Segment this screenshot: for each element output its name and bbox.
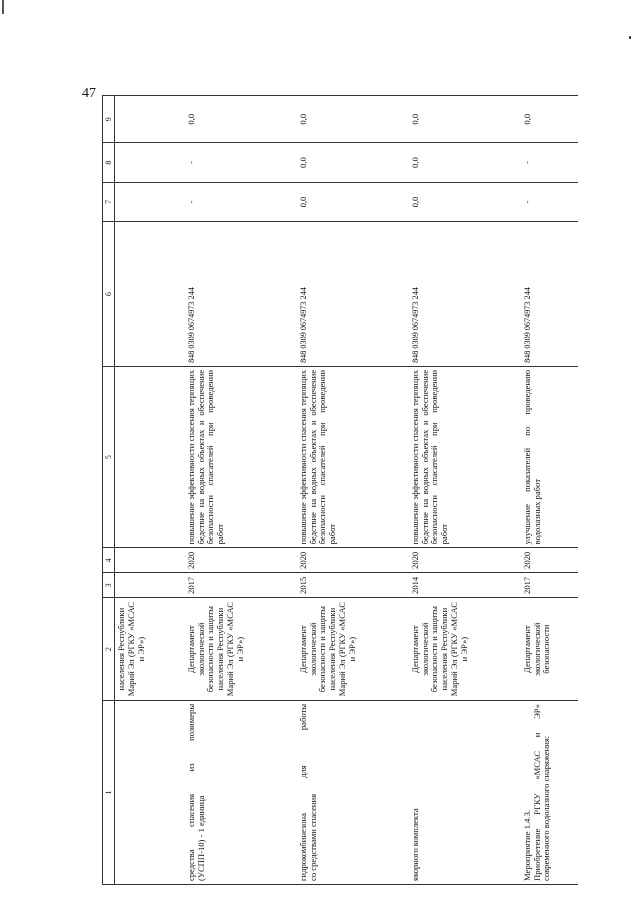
value-cell-9: 0,0 <box>297 96 409 143</box>
item-name-line: современного водолазного снаряжения: <box>541 735 552 881</box>
expected-result-cell: повышение эффективности спасения терпящих бедствие на водных объектах и обеспечение безопасности спасателей при проведении работ <box>409 366 521 547</box>
item-name-cell <box>185 700 297 884</box>
table-row-continuation <box>115 96 185 885</box>
table-row <box>185 96 297 885</box>
value-cell-8: 0,0 <box>409 143 521 182</box>
table-row <box>297 96 409 885</box>
end-year-cell: 2020 <box>409 548 521 573</box>
expected-result-cell: улучшение показателей по проведению водолазных работ <box>521 366 578 547</box>
item-name-cell <box>297 700 409 884</box>
value-cell-9: 0,0 <box>185 96 297 143</box>
start-year-cell: 2017 <box>521 573 578 598</box>
start-year-cell: 2017 <box>185 573 297 598</box>
executor-cell: Департамент экологической безопасности <box>521 598 578 701</box>
rotated-table-container <box>102 95 565 885</box>
value-cell-9: 0,0 <box>409 96 521 143</box>
header-col-9: 9 <box>103 96 115 143</box>
executor-cell: Департамент экологической безопасности и защиты населения Республики Марий Эл (РГКУ «МСАС и ЭР») <box>297 598 409 701</box>
item-name-line: якорного комплекта <box>409 808 420 881</box>
table-header <box>103 96 115 885</box>
value-cell-9: 0,0 <box>521 96 578 143</box>
end-year-cell: 2020 <box>521 548 578 573</box>
header-col-2: 2 <box>103 598 115 701</box>
item-name-line: со средствами спасения <box>307 793 318 881</box>
end-year-cell: 2020 <box>185 548 297 573</box>
item-name-cell <box>409 700 521 884</box>
executor-cell: Департамент экологической безопасности и защиты населения Республики Марий Эл (РГКУ «МСАС и ЭР») <box>409 598 521 701</box>
header-col-1: 1 <box>103 700 115 884</box>
header-col-3: 3 <box>103 573 115 598</box>
scan-speck <box>629 36 631 39</box>
value-cell-7: - <box>521 182 578 221</box>
value-cell-7: 0,0 <box>297 182 409 221</box>
header-col-7: 7 <box>103 182 115 221</box>
measure-title-line: Мероприятие 1.4.3. <box>521 809 532 881</box>
header-col-6: 6 <box>103 222 115 367</box>
budget-code-cell: 848 0309 0674973 244 <box>297 222 409 367</box>
table-row <box>521 96 578 885</box>
value-cell-8: - <box>521 143 578 182</box>
item-name-cell <box>521 700 578 884</box>
header-col-4: 4 <box>103 548 115 573</box>
item-name-line: гидрокомбинезона для работы <box>297 703 308 881</box>
expected-result-cell: повышение эффективности спасения терпящих бедствие на водных объектах и обеспечение безопасности спасателей при проведении работ <box>297 366 409 547</box>
start-year-cell: 2014 <box>409 573 521 598</box>
start-year-cell: 2015 <box>297 573 409 598</box>
header-col-8: 8 <box>103 143 115 182</box>
program-activities-table <box>102 95 578 885</box>
budget-code-cell: 848 0309 0674973 244 <box>521 222 578 367</box>
header-col-5: 5 <box>103 366 115 547</box>
item-name-line: (УСПП-10) - 1 единица <box>195 795 206 881</box>
value-cell-8: - <box>185 143 297 182</box>
item-name-line: средства спасения из полимеры <box>185 703 196 881</box>
expected-result-cell: повышение эффективности спасения терпящих бедствие на водных объектах и обеспечение безопасности спасателей при проведении работ <box>185 366 297 547</box>
value-cell-8: 0,0 <box>297 143 409 182</box>
end-year-cell: 2020 <box>297 548 409 573</box>
value-cell-7: - <box>185 182 297 221</box>
executor-cell: Департамент экологической безопасности и защиты населения Республики Марий Эл (РГКУ «МСАС и ЭР») <box>185 598 297 701</box>
scan-edge-mark <box>2 0 4 14</box>
item-name-line: Приобретение РГКУ «МСАС и ЭР» <box>531 703 542 881</box>
page-number: 47 <box>82 86 96 101</box>
value-cell-7: 0,0 <box>409 182 521 221</box>
budget-code-cell: 848 0309 0674973 244 <box>185 222 297 367</box>
executor-cell: населения Республики Марий Эл (РГКУ «МСАС и ЭР») <box>115 598 185 701</box>
table-row <box>409 96 521 885</box>
budget-code-cell: 848 0309 0674973 244 <box>409 222 521 367</box>
